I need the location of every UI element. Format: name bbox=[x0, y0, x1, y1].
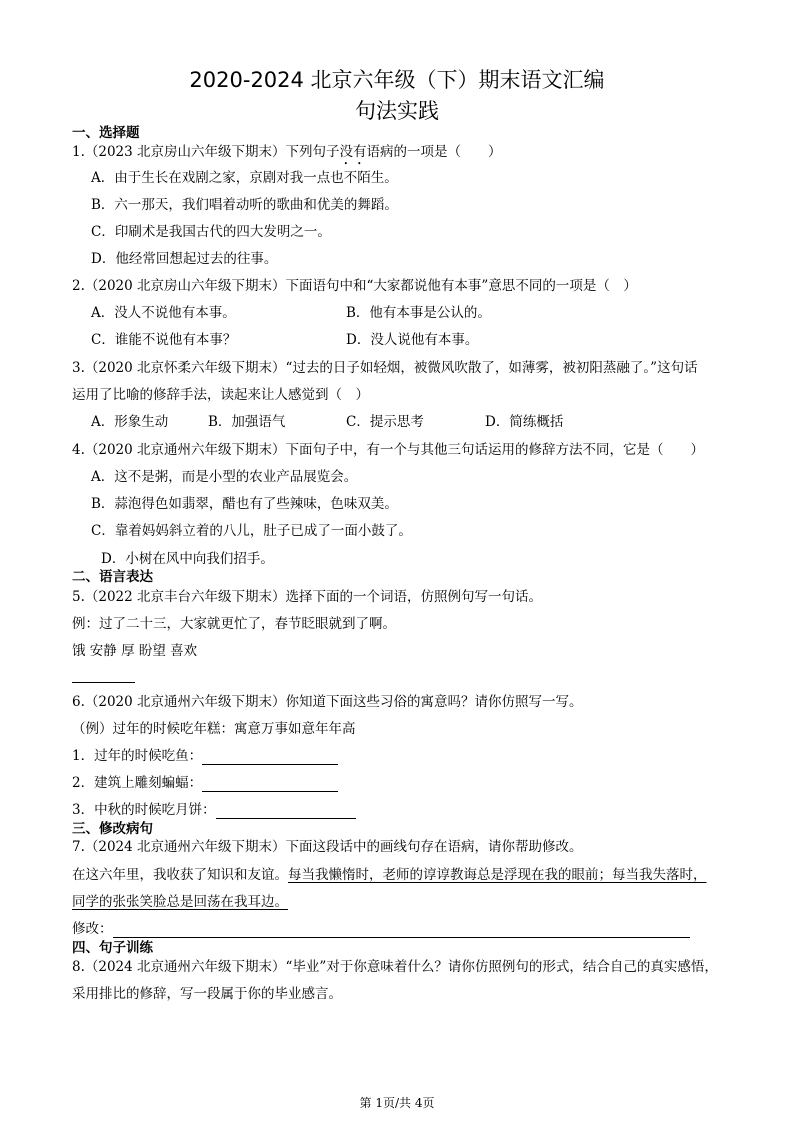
q7-stem: 7.（2024 北京通州六年级下期末）下面这段话中的画线句存在语病，请你帮助修改。 bbox=[72, 839, 583, 855]
q1-option-b: B．六一那天，我们唱着动听的歌曲和优美的舞蹈。 bbox=[91, 197, 398, 213]
q7-passage-line1: 在这六年里，我收获了知识和友谊。每当我懒惰时，老师的谆谆教诲总是浮现在我的眼前；每当我失落时， bbox=[72, 867, 707, 883]
q3-option-d: D．简练概括 bbox=[485, 414, 564, 430]
q6-blank-1[interactable] bbox=[202, 750, 338, 765]
q6-blank-3[interactable] bbox=[216, 804, 356, 819]
q4-option-d: D．小树在风中向我们招手。 bbox=[101, 551, 274, 567]
document-subtitle: 句法实践 bbox=[355, 99, 439, 123]
q6-example: （例）过年的时候吃年糕：寓意万事如意年年高 bbox=[72, 721, 356, 737]
q6-blank-2[interactable] bbox=[202, 777, 338, 792]
q4-stem: 4.（2020 北京通州六年级下期末）下面句子中，有一个与其他三句话运用的修辞方法不同，它是（ ） bbox=[72, 442, 705, 458]
q2-option-c: C．谁能不说他有本事？ bbox=[91, 332, 237, 348]
q5-example: 例：过了二十三，大家就更忙了，春节眨眼就到了啊。 bbox=[72, 616, 396, 632]
section-heading-expression: 二、语言表达 bbox=[72, 569, 153, 585]
q6-item-1: 1．过年的时候吃鱼： bbox=[72, 747, 338, 765]
q1-stem: 1.（2023 北京房山六年级下期末）下列句子没有语病的一项是（ ） bbox=[72, 144, 502, 160]
q7-underlined-sentence-cont: 同学的张张笑脸总是回荡在我耳边。 bbox=[72, 894, 288, 910]
q3-stem-line1: 3.（2020 北京怀柔六年级下期末）“过去的日子如轻烟，被微风吹散了，如薄雾，被初阳蒸融了。”这句话 bbox=[72, 360, 698, 376]
q7-answer: 修改： bbox=[72, 920, 690, 938]
q3-option-b: B．加强语气 bbox=[208, 414, 286, 430]
q3-option-c: C．提示思考 bbox=[346, 414, 424, 430]
section-heading-choice: 一、选择题 bbox=[72, 125, 140, 141]
q5-stem: 5.（2022 北京丰台六年级下期末）选择下面的一个词语，仿照例句写一句话。 bbox=[72, 589, 543, 605]
q6-item-3: 3．中秋的时候吃月饼： bbox=[72, 801, 356, 819]
document-title: 2020-2024 北京六年级（下）期末语文汇编 bbox=[189, 68, 605, 92]
q3-stem-line2: 运用了比喻的修辞手法，读起来让人感觉到（ ） bbox=[72, 387, 369, 403]
q4-option-a: A．这不是粥，而是小型的农业产品展览会。 bbox=[91, 469, 358, 485]
section-heading-correction: 三、修改病句 bbox=[72, 821, 153, 837]
q3-option-a: A．形象生动 bbox=[91, 414, 169, 430]
q1-emphasis: 没有 bbox=[339, 144, 367, 160]
q2-option-b: B．他有本事是公认的。 bbox=[346, 305, 491, 321]
q4-option-b: B．蒜泡得色如翡翠，醋也有了些辣味，色味双美。 bbox=[91, 496, 398, 512]
q8-stem-line2: 采用排比的修辞，写一段属于你的毕业感言。 bbox=[72, 986, 342, 1002]
q2-stem: 2.（2020 北京房山六年级下期末）下面语句中和“大家都说他有本事”意思不同的一项是（ ） bbox=[72, 278, 637, 294]
q5-answer-blank[interactable] bbox=[72, 668, 135, 683]
q1-option-a: A．由于生长在戏剧之家，京剧对我一点也不陌生。 bbox=[91, 170, 398, 186]
q1-option-c: C．印刷术是我国古代的四大发明之一。 bbox=[91, 224, 331, 240]
q6-item-2: 2．建筑上雕刻蝙蝠： bbox=[72, 774, 338, 792]
q7-underlined-sentence: 每当我懒惰时，老师的谆谆教诲总是浮现在我的眼前；每当我失落时， bbox=[288, 867, 707, 883]
q8-stem-line1: 8.（2024 北京通州六年级下期末）“毕业”对于你意味着什么？请你仿照例句的形式，结合自己的真实感悟， bbox=[72, 959, 718, 975]
q6-stem: 6.（2020 北京通州六年级下期末）你知道下面这些习俗的寓意吗？请你仿照写一写。 bbox=[72, 694, 583, 710]
q1-option-d: D．他经常回想起过去的往事。 bbox=[91, 251, 278, 267]
page-number: 第 1页/共 4页 bbox=[359, 1096, 435, 1110]
q7-answer-blank[interactable] bbox=[113, 923, 690, 938]
q2-option-a: A．没人不说他有本事。 bbox=[91, 305, 236, 321]
section-heading-training: 四、句子训练 bbox=[72, 940, 153, 956]
q2-option-d: D．没人说他有本事。 bbox=[346, 332, 479, 348]
q7-passage-line2 bbox=[72, 893, 288, 911]
q4-option-c: C．靠着妈妈斜立着的八儿，肚子已成了一面小鼓了。 bbox=[91, 523, 412, 539]
q5-word-list: 饿 安静 厚 盼望 喜欢 bbox=[72, 643, 198, 659]
